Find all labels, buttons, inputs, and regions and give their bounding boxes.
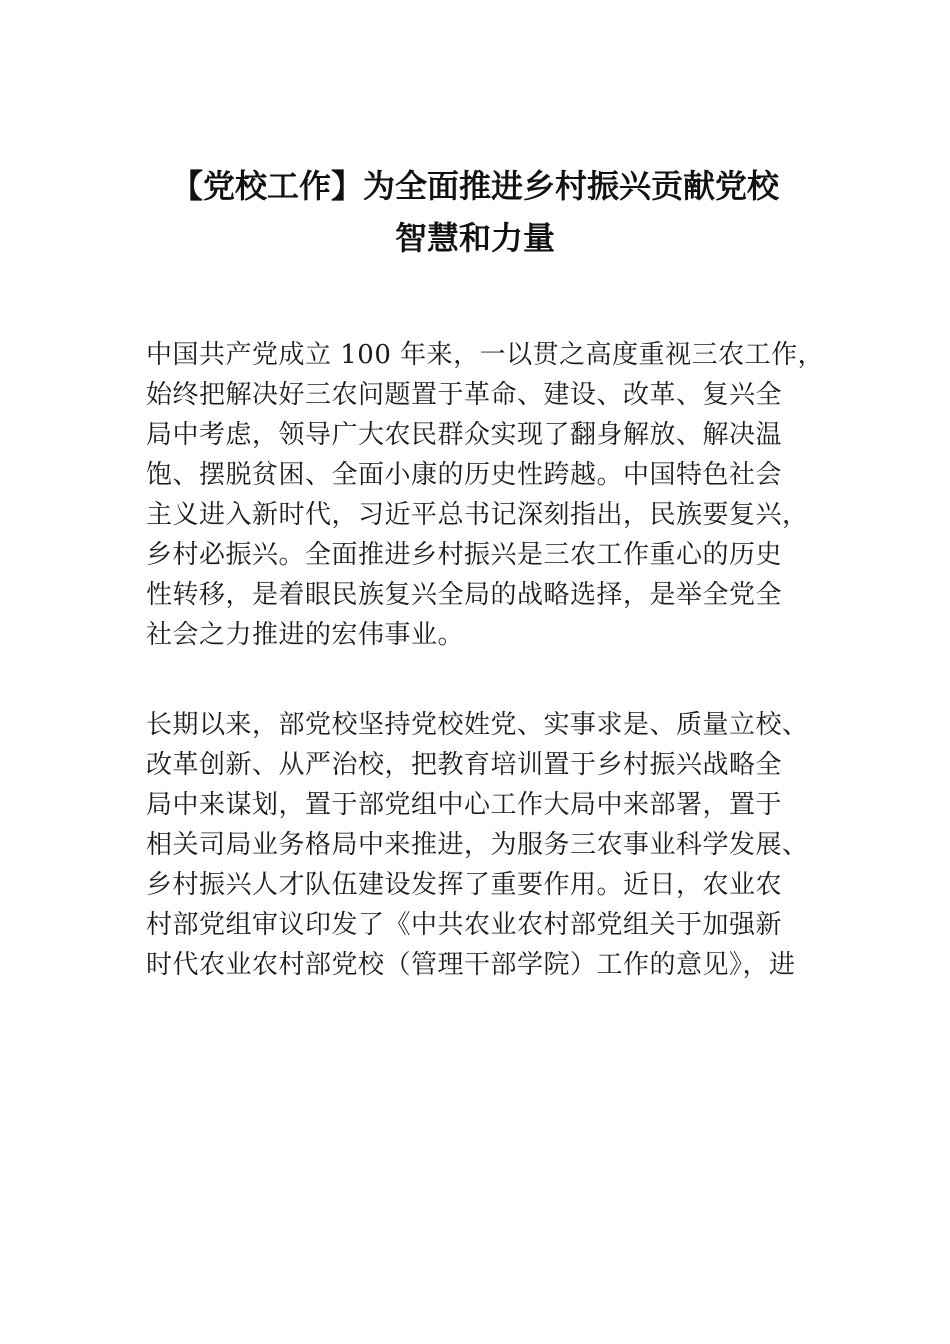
- text-line: 改革创新、从严治校，把教育培训置于乡村振兴战略全: [146, 750, 783, 780]
- body-paragraph: [146, 335, 825, 655]
- text-line: 长期以来，部党校坚持党校姓党、实事求是、质量立校、: [146, 710, 809, 740]
- title-line: 【党校工作】为全面推进乡村振兴贡献党校: [170, 167, 779, 205]
- text-line: 乡村必振兴。全面推进乡村振兴是三农工作重心的历史: [146, 540, 783, 570]
- page-title: [100, 160, 850, 264]
- text-line: 性转移，是着眼民族复兴全局的战略选择，是举全党全: [146, 580, 783, 610]
- text-line: 时代农业农村部党校（管理干部学院）工作的意见》，进: [146, 950, 796, 980]
- text-line: 相关司局业务格局中来推进，为服务三农事业科学发展、: [146, 830, 809, 860]
- text-line: 中国共产党成立 100 年来，一以贯之高度重视三农工作，: [146, 340, 825, 370]
- text-line: 社会之力推进的宏伟事业。: [146, 620, 465, 650]
- text-line: 局中考虑，领导广大农民群众实现了翻身解放、解决温: [146, 420, 783, 450]
- text-line: 村部党组审议印发了《中共农业农村部党组关于加强新: [146, 910, 783, 940]
- title-line: 智慧和力量: [394, 219, 555, 257]
- text-line: 主义进入新时代，习近平总书记深刻指出，民族要复兴，: [146, 500, 809, 530]
- text-line: 乡村振兴人才队伍建设发挥了重要作用。近日，农业农: [146, 870, 783, 900]
- text-line: 局中来谋划，置于部党组中心工作大局中来部署，置于: [146, 790, 783, 820]
- body-paragraph: [146, 705, 816, 985]
- text-line: 饱、摆脱贫困、全面小康的历史性跨越。中国特色社会: [146, 460, 783, 490]
- text-line: 始终把解决好三农问题置于革命、建设、改革、复兴全: [146, 380, 783, 410]
